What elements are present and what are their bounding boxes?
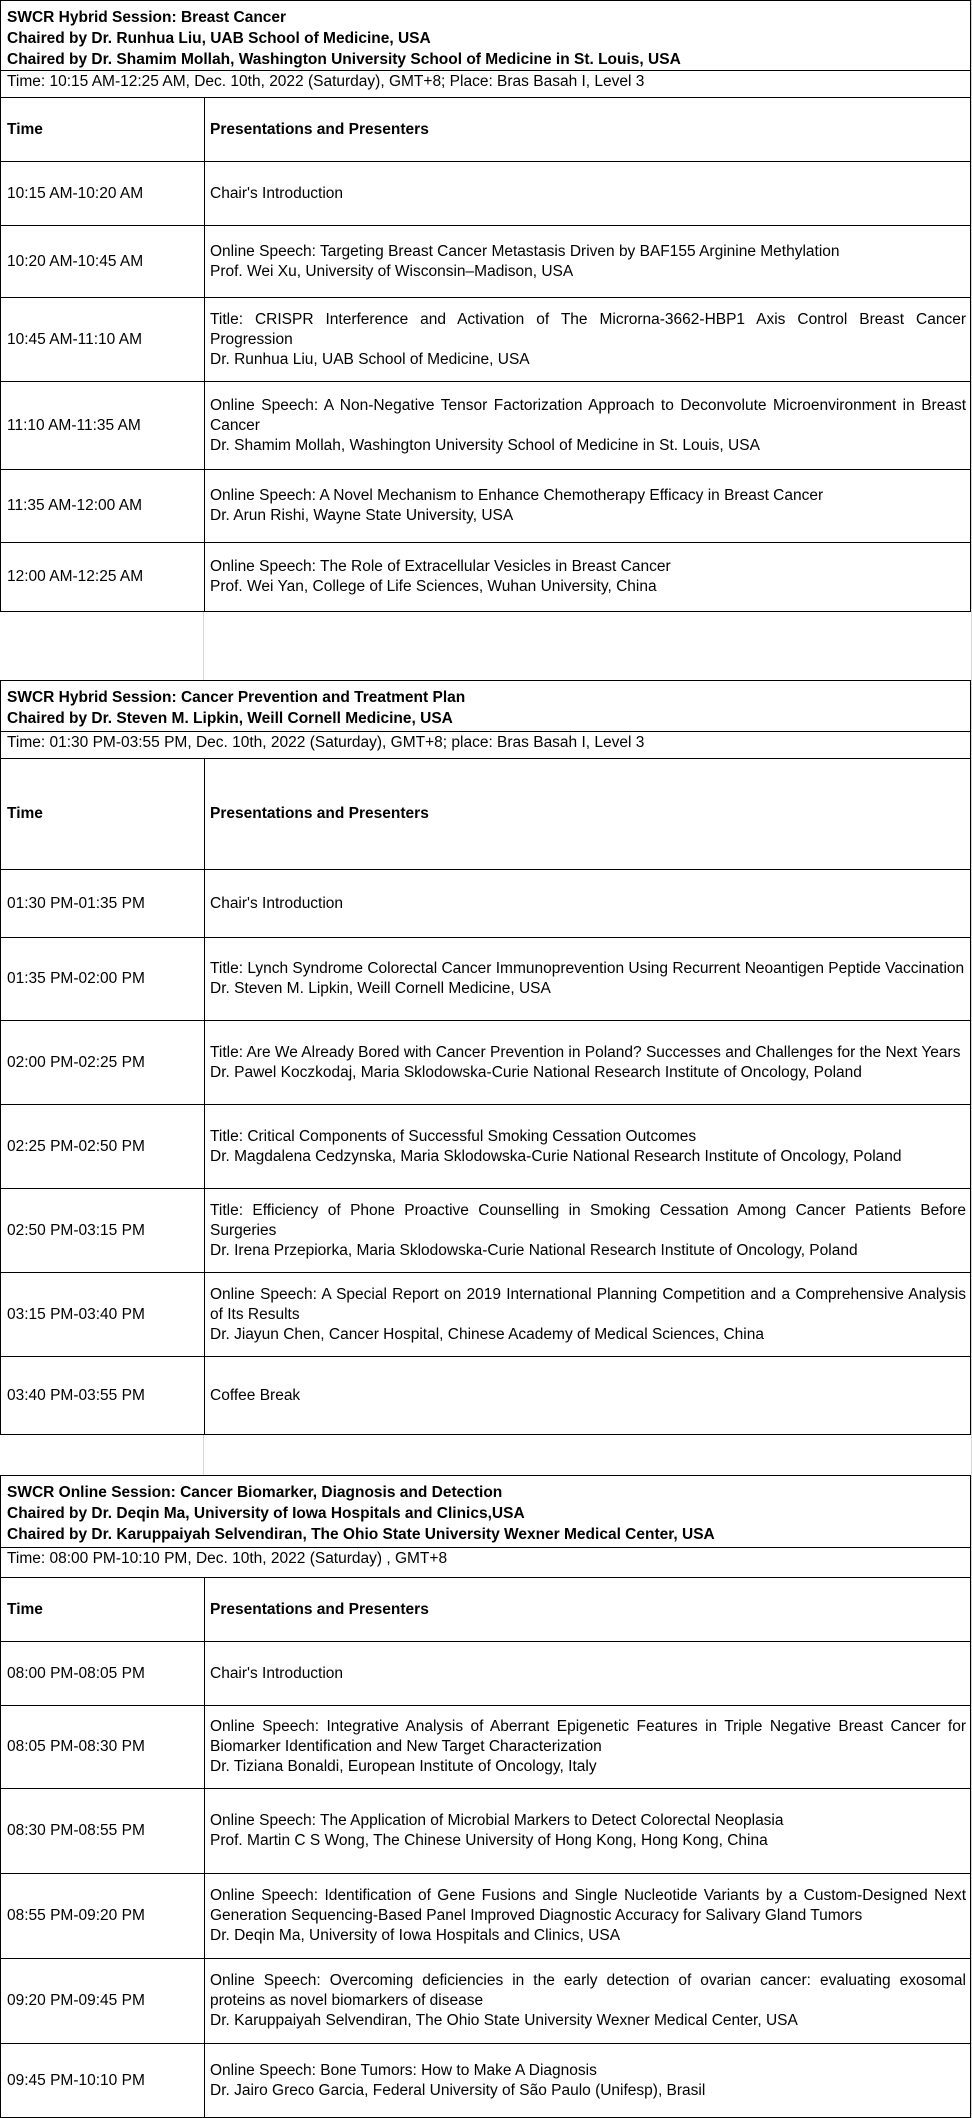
table-row [1, 162, 970, 226]
presentation-cell [205, 1706, 970, 1788]
presentation-title: Title: Are We Already Bored with Cancer Prevention in Poland? Successes and Challenges for the Next Years [210, 1043, 961, 1061]
presenter: Dr. Deqin Ma, University of Iowa Hospitals and Clinics, USA [210, 1927, 621, 1944]
presenter: Dr. Karuppaiyah Selvendiran, The Ohio State University Wexner Medical Center, USA [210, 2012, 798, 2029]
presentation-cell [205, 1789, 970, 1873]
presentation-cell [205, 1273, 970, 1356]
presentation-title: Online Speech: Identification of Gene Fusions and Single Nucleotide Variants by a Custom-Designed Next Generation Sequencing-Based Panel Improved Diagnostic Accuracy for Salivary Gland Tumors [210, 1887, 966, 1924]
time-cell: 01:35 PM-02:00 PM [1, 938, 205, 1020]
table-row [1, 1642, 970, 1706]
table-row [1, 1874, 970, 1959]
session-title: SWCR Hybrid Session: Cancer Prevention and Treatment Plan [7, 689, 466, 706]
presentation-cell [205, 870, 970, 937]
schedule-table [1, 759, 970, 1434]
presentation-cell [205, 1189, 970, 1272]
table-header-row [1, 759, 970, 870]
table-row [1, 1789, 970, 1874]
presentation-title: Online Speech: Overcoming deficiencies in the early detection of ovarian cancer: evaluating exosomal proteins as novel biomarkers of disease [210, 1972, 966, 2009]
presenter: Dr. Steven M. Lipkin, Weill Cornell Medicine, USA [210, 980, 551, 997]
time-cell: 02:50 PM-03:15 PM [1, 1189, 205, 1272]
table-row [1, 298, 970, 382]
session-block [0, 0, 971, 612]
session-header [1, 1476, 970, 1548]
table-row [1, 1959, 970, 2044]
time-cell: 02:00 PM-02:25 PM [1, 1021, 205, 1104]
time-cell: 03:15 PM-03:40 PM [1, 1273, 205, 1356]
presentation-title: Chair's Introduction [210, 894, 344, 912]
presentation-cell [205, 226, 970, 297]
time-cell: 03:40 PM-03:55 PM [1, 1357, 205, 1434]
presentation-title: Chair's Introduction [210, 1664, 344, 1682]
time-cell: 10:15 AM-10:20 AM [1, 162, 205, 225]
presenter: Dr. Magdalena Cedzynska, Maria Sklodowska-Curie National Research Institute of Oncology, Poland [210, 1147, 902, 1165]
presenter: Dr. Tiziana Bonaldi, European Institute of Oncology, Italy [210, 1758, 597, 1775]
presentation-cell [205, 298, 970, 381]
table-row [1, 1021, 970, 1105]
presenter: Prof. Wei Yan, College of Life Sciences, Wuhan University, China [210, 578, 657, 595]
session-block [0, 1475, 971, 2118]
presentation-cell [205, 938, 970, 1020]
session-block [0, 680, 971, 1435]
time-cell: 11:10 AM-11:35 AM [1, 382, 205, 469]
session-title: SWCR Hybrid Session: Breast Cancer [7, 9, 287, 26]
column-header-presentations: Presentations and Presenters [210, 805, 429, 822]
column-header-time: Time [1, 1578, 205, 1641]
table-row [1, 938, 970, 1021]
presenter: Dr. Pawel Koczkodaj, Maria Sklodowska-Curie National Research Institute of Oncology, Poland [210, 1063, 862, 1081]
table-row [1, 543, 970, 611]
schedule-table [1, 1578, 970, 2117]
presenter: Dr. Jairo Greco Garcia, Federal University of São Paulo (Unifesp), Brasil [210, 2081, 706, 2099]
presentation-cell [205, 1105, 970, 1188]
time-cell: 01:30 PM-01:35 PM [1, 870, 205, 937]
session-chair: Chaired by Dr. Runhua Liu, UAB School of Medicine, USA [7, 30, 431, 47]
presentation-title: Title: Critical Components of Successful Smoking Cessation Outcomes [210, 1127, 697, 1145]
time-cell: 09:45 PM-10:10 PM [1, 2044, 205, 2117]
time-cell: 12:00 AM-12:25 AM [1, 543, 205, 611]
time-cell: 08:55 PM-09:20 PM [1, 1874, 205, 1958]
presenter: Dr. Runhua Liu, UAB School of Medicine, USA [210, 350, 530, 368]
presentation-title: Online Speech: Targeting Breast Cancer Metastasis Driven by BAF155 Arginine Methylation [210, 242, 840, 260]
time-cell: 02:25 PM-02:50 PM [1, 1105, 205, 1188]
time-cell: 09:20 PM-09:45 PM [1, 1959, 205, 2043]
table-row [1, 226, 970, 298]
presentation-cell [205, 470, 970, 542]
session-chair: Chaired by Dr. Karuppaiyah Selvendiran, The Ohio State University Wexner Medical Center, USA [7, 1526, 715, 1543]
time-cell: 08:00 PM-08:05 PM [1, 1642, 205, 1705]
presenter: Dr. Arun Rishi, Wayne State University, USA [210, 507, 514, 524]
schedule-table [1, 98, 970, 611]
table-row [1, 1189, 970, 1273]
session-time-place: Time: 01:30 PM-03:55 PM, Dec. 10th, 2022 (Saturday), GMT+8; place: Bras Basah I, Level 3 [1, 732, 970, 759]
column-header-presentations: Presentations and Presenters [210, 1600, 429, 1618]
time-cell: 08:05 PM-08:30 PM [1, 1706, 205, 1788]
presenter: Dr. Jiayun Chen, Cancer Hospital, Chinese Academy of Medical Sciences, China [210, 1325, 764, 1343]
session-chair: Chaired by Dr. Steven M. Lipkin, Weill Cornell Medicine, USA [7, 710, 453, 727]
presentation-cell [205, 2044, 970, 2117]
presenter: Dr. Shamim Mollah, Washington University School of Medicine in St. Louis, USA [210, 436, 760, 454]
presentation-cell [205, 162, 970, 225]
table-header-row [1, 1578, 970, 1642]
table-row [1, 1357, 970, 1434]
time-cell: 11:35 AM-12:00 AM [1, 470, 205, 542]
table-header-row [1, 98, 970, 162]
session-title: SWCR Online Session: Cancer Biomarker, Diagnosis and Detection [7, 1484, 503, 1501]
presentation-title: Online Speech: A Novel Mechanism to Enhance Chemotherapy Efficacy in Breast Cancer [210, 487, 824, 504]
presentation-cell [205, 1021, 970, 1104]
presentation-title: Title: Lynch Syndrome Colorectal Cancer Immunoprevention Using Recurrent Neoantigen Peptide Vaccination [210, 960, 965, 977]
table-row [1, 2044, 970, 2117]
presentation-cell [205, 1874, 970, 1958]
column-header-time: Time [1, 98, 205, 161]
presentation-cell [205, 382, 970, 469]
presentation-title: Online Speech: The Role of Extracellular Vesicles in Breast Cancer [210, 558, 671, 575]
table-row [1, 1105, 970, 1189]
presentation-title: Title: CRISPR Interference and Activation of The Microrna-3662-HBP1 Axis Control Breast Cancer Progression [210, 310, 966, 348]
column-header-presentations: Presentations and Presenters [210, 120, 429, 138]
session-chair: Chaired by Dr. Deqin Ma, University of Iowa Hospitals and Clinics,USA [7, 1505, 525, 1522]
table-row [1, 870, 970, 938]
presentation-cell [205, 543, 970, 611]
session-header [1, 681, 970, 732]
presentation-title: Online Speech: A Special Report on 2019 International Planning Competition and a Comprehensive Analysis of Its Results [210, 1285, 966, 1323]
session-time-place: Time: 10:15 AM-12:25 AM, Dec. 10th, 2022 (Saturday), GMT+8; Place: Bras Basah I, Level 3 [1, 71, 970, 98]
presentation-cell [205, 1642, 970, 1705]
column-header-time: Time [1, 759, 205, 869]
time-cell: 10:45 AM-11:10 AM [1, 298, 205, 381]
table-row [1, 382, 970, 470]
presentation-cell [205, 1959, 970, 2043]
presentation-title: Online Speech: Integrative Analysis of Aberrant Epigenetic Features in Triple Negative Breast Cancer for Biomarker Identification and New Target Characterization [210, 1718, 966, 1755]
session-time-place: Time: 08:00 PM-10:10 PM, Dec. 10th, 2022 (Saturday) , GMT+8 [1, 1548, 970, 1578]
time-cell: 08:30 PM-08:55 PM [1, 1789, 205, 1873]
presentation-title: Online Speech: The Application of Microbial Markers to Detect Colorectal Neoplasia [210, 1812, 784, 1829]
session-chair: Chaired by Dr. Shamim Mollah, Washington University School of Medicine in St. Louis, USA [7, 51, 681, 68]
presentation-title: Title: Efficiency of Phone Proactive Counselling in Smoking Cessation Among Cancer Patients Before Surgeries [210, 1201, 966, 1239]
table-row [1, 470, 970, 543]
presentation-title: Online Speech: Bone Tumors: How to Make A Diagnosis [210, 2061, 597, 2079]
table-row [1, 1706, 970, 1789]
presenter: Prof. Wei Xu, University of Wisconsin–Madison, USA [210, 262, 574, 280]
table-row [1, 1273, 970, 1357]
presentation-cell [205, 1357, 970, 1434]
presentation-title: Chair's Introduction [210, 184, 344, 202]
presenter: Prof. Martin C S Wong, The Chinese University of Hong Kong, Hong Kong, China [210, 1832, 768, 1849]
presenter: Dr. Irena Przepiorka, Maria Sklodowska-Curie National Research Institute of Oncology, Poland [210, 1241, 858, 1259]
presentation-title: Online Speech: A Non-Negative Tensor Factorization Approach to Deconvolute Microenvironment in Breast Cancer [210, 396, 966, 434]
time-cell: 10:20 AM-10:45 AM [1, 226, 205, 297]
session-header [1, 1, 970, 71]
presentation-title: Coffee Break [210, 1386, 301, 1404]
